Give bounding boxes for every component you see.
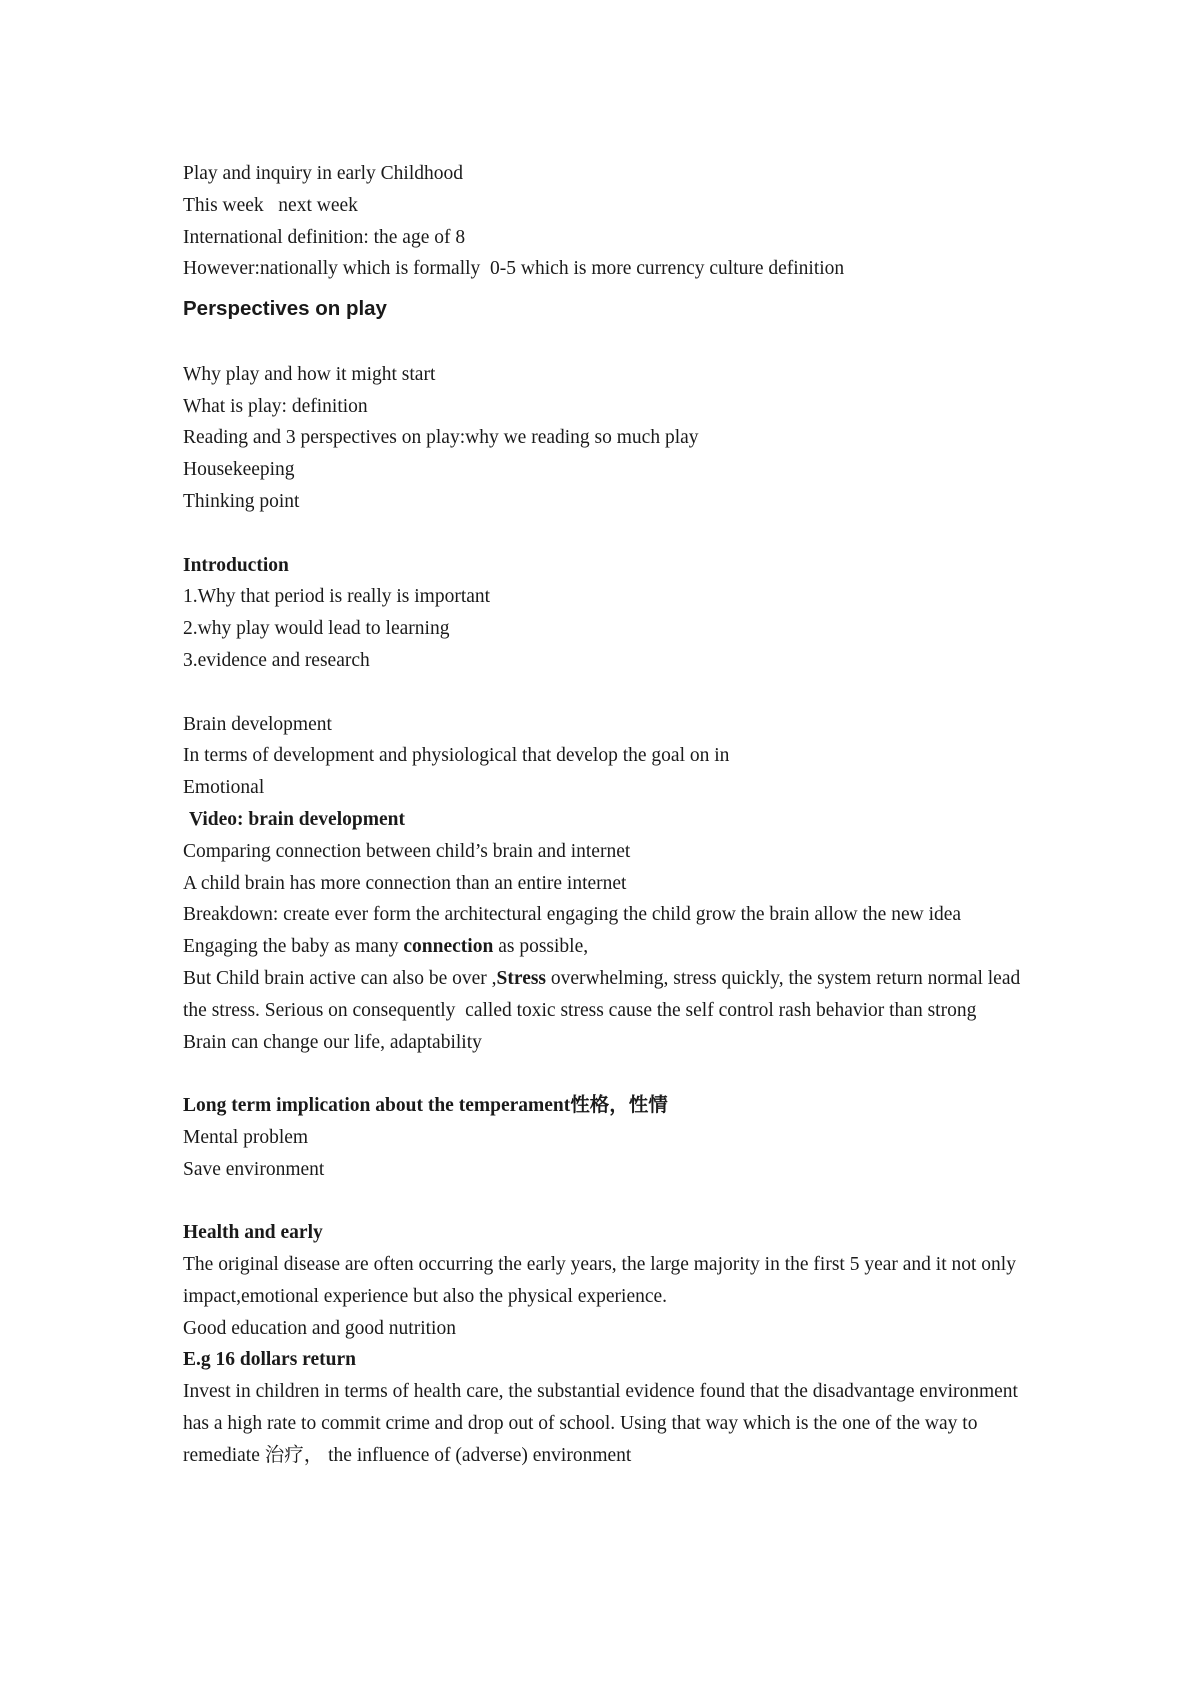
agenda-item: What is play: definition [183, 395, 368, 417]
schedule-line: This week next week [183, 194, 358, 216]
brain-line: Breakdown: create ever form the architectural engaging the child grow the brain allow the new idea [183, 904, 962, 926]
health-section [183, 1217, 1033, 1471]
brain-line: In terms of development and physiological that develop the goal on in [183, 745, 730, 767]
document-page [183, 158, 1033, 1472]
agenda-item: Thinking point [183, 490, 300, 512]
agenda-item: Reading and 3 perspectives on play:why we reading so much play [183, 427, 699, 449]
health-heading: Health and early [183, 1222, 323, 1244]
stress-keyword: Stress [496, 967, 547, 989]
agenda-item: Housekeeping [183, 459, 295, 481]
brain-section [183, 709, 1033, 1059]
spacer [183, 327, 1033, 359]
stress-line-after: overwhelming, stress quickly, the system return normal lead the stress. Serious on consequently called toxic stress cause the self control rash behavior than strong [183, 967, 1026, 1021]
agenda-item: Why play and how it might start [183, 363, 436, 385]
brain-line: A child brain has more connection than an entire internet [183, 872, 627, 894]
agenda-list [183, 359, 1033, 518]
example-heading: E.g 16 dollars return [183, 1349, 356, 1371]
long-term-heading: Long term implication about the temperament性格，性情 [183, 1095, 668, 1117]
long-term-item: Mental problem [183, 1126, 309, 1148]
intro-block [183, 158, 1033, 285]
connection-line-before: Engaging the baby as many [183, 936, 404, 958]
document-title: Play and inquiry in early Childhood [183, 163, 464, 184]
stress-line-before: But Child brain active can also be over , [183, 967, 497, 989]
introduction-item: 1.Why that period is really is important [183, 586, 491, 608]
international-definition-line: International definition: the age of 8 [183, 226, 466, 248]
introduction-item: 2.why play would lead to learning [183, 618, 450, 640]
brain-closing-line: Brain can change our life, adaptability [183, 1031, 482, 1053]
stress-paragraph [183, 963, 1033, 1027]
long-term-item: Save environment [183, 1158, 325, 1180]
spacer [183, 518, 1033, 550]
health-paragraph: The original disease are often occurring the early years, the large majority in the first 5 year and it not only impact,emotional experience but also the physical experience. [183, 1254, 1021, 1307]
brain-line: Emotional [183, 777, 265, 799]
introduction-section [183, 550, 1033, 677]
health-closing-paragraph: Invest in children in terms of health care, the substantial evidence found that the disadvantage environment has a high rate to commit crime and drop out of school. Using that way which is the one of the way to remediate 治疗， the influence of (adverse) environment [183, 1381, 1023, 1466]
introduction-item: 3.evidence and research [183, 649, 370, 671]
introduction-heading: Introduction [183, 554, 289, 576]
spacer [183, 1186, 1033, 1218]
section-heading: Perspectives on play [183, 297, 387, 321]
video-heading: Video: brain development [189, 808, 405, 830]
spacer [183, 1058, 1033, 1090]
brain-line: Comparing connection between child’s brain and internet [183, 840, 631, 862]
connection-line-after: as possible, [493, 936, 589, 958]
connection-line [183, 931, 1033, 963]
health-line: Good education and good nutrition [183, 1317, 456, 1339]
spacer [183, 677, 1033, 709]
brain-line: Brain development [183, 713, 332, 735]
long-term-section [183, 1090, 1033, 1185]
connection-keyword: connection [403, 936, 494, 958]
national-definition-line: However:nationally which is formally 0-5 which is more currency culture definition [183, 258, 845, 280]
